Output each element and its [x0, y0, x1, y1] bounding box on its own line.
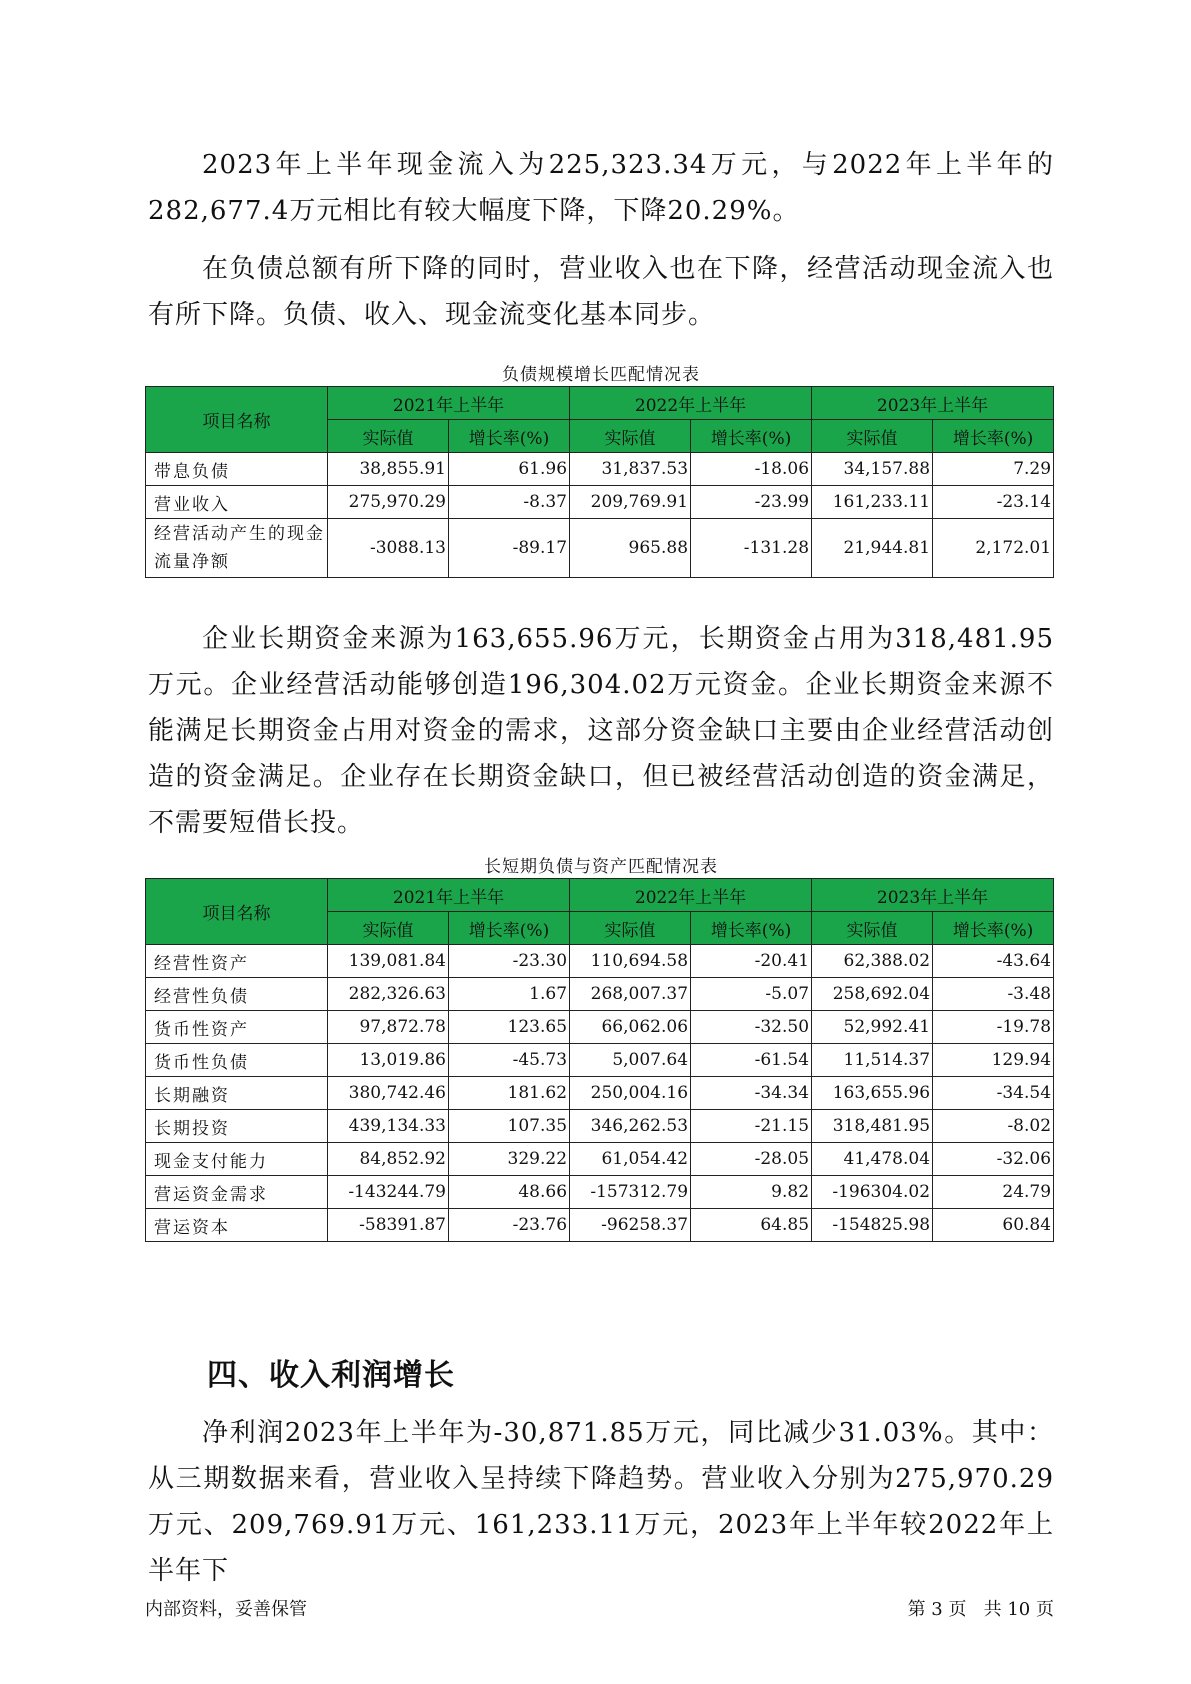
cell-growth-rate: -19.78: [933, 1011, 1054, 1044]
header-growth-rate: 增长率(%): [449, 912, 570, 945]
cell-growth-rate: 48.66: [449, 1176, 570, 1209]
table2-body: [146, 945, 1054, 1242]
cell-actual-value: 38,855.91: [328, 453, 449, 486]
cell-growth-rate: -28.05: [691, 1143, 812, 1176]
cell-actual-value: -3088.13: [328, 519, 449, 578]
table-row: [146, 1176, 1054, 1209]
header-growth-rate: 增长率(%): [449, 420, 570, 453]
header-actual-value: 实际值: [328, 912, 449, 945]
cell-actual-value: 380,742.46: [328, 1077, 449, 1110]
cell-growth-rate: 24.79: [933, 1176, 1054, 1209]
table2-caption: 长短期负债与资产匹配情况表: [484, 857, 718, 877]
cell-growth-rate: -43.64: [933, 945, 1054, 978]
cell-growth-rate: -21.15: [691, 1110, 812, 1143]
paragraph-long-term-funds: [148, 616, 1054, 846]
cell-growth-rate: 60.84: [933, 1209, 1054, 1242]
header-actual-value: 实际值: [570, 420, 691, 453]
cell-actual-value: -96258.37: [570, 1209, 691, 1242]
cell-actual-value: 13,019.86: [328, 1044, 449, 1077]
cell-growth-rate: 107.35: [449, 1110, 570, 1143]
header-period: 2023年上半年: [812, 387, 1054, 420]
row-label: 营运资金需求: [146, 1176, 328, 1209]
cell-actual-value: 66,062.06: [570, 1011, 691, 1044]
header-period: 2022年上半年: [570, 387, 812, 420]
row-label: 经营性负债: [146, 978, 328, 1011]
cell-growth-rate: -34.54: [933, 1077, 1054, 1110]
cell-actual-value: 52,992.41: [812, 1011, 933, 1044]
cell-actual-value: 84,852.92: [328, 1143, 449, 1176]
row-label: 营业收入: [146, 486, 328, 519]
cell-growth-rate: -5.07: [691, 978, 812, 1011]
cell-actual-value: 5,007.64: [570, 1044, 691, 1077]
debt-scale-table: [145, 386, 1054, 578]
paragraph-sync-change: 在负债总额有所下降的同时，营业收入也在下降，经营活动现金流入也有所下降。负债、收入、现金流变化基本同步。: [148, 254, 1054, 330]
cell-growth-rate: -20.41: [691, 945, 812, 978]
cell-actual-value: 318,481.95: [812, 1110, 933, 1143]
cell-growth-rate: -18.06: [691, 453, 812, 486]
cell-actual-value: 250,004.16: [570, 1077, 691, 1110]
cell-actual-value: 34,157.88: [812, 453, 933, 486]
header-period: 2022年上半年: [570, 879, 812, 912]
cell-growth-rate: 181.62: [449, 1077, 570, 1110]
section-heading: 四、收入利润增长: [207, 1358, 455, 1393]
row-label: 货币性资产: [146, 1011, 328, 1044]
cell-actual-value: -58391.87: [328, 1209, 449, 1242]
cell-actual-value: 110,694.58: [570, 945, 691, 978]
cell-actual-value: 21,944.81: [812, 519, 933, 578]
cell-growth-rate: -3.48: [933, 978, 1054, 1011]
cell-growth-rate: -23.14: [933, 486, 1054, 519]
cell-actual-value: 31,837.53: [570, 453, 691, 486]
header-period: 2023年上半年: [812, 879, 1054, 912]
cell-growth-rate: 123.65: [449, 1011, 570, 1044]
table-row: [146, 1077, 1054, 1110]
table-row: [146, 1011, 1054, 1044]
table-row: [146, 978, 1054, 1011]
table-row: [146, 486, 1054, 519]
row-label: 经营性资产: [146, 945, 328, 978]
header-growth-rate: 增长率(%): [933, 912, 1054, 945]
cell-actual-value: 163,655.96: [812, 1077, 933, 1110]
cell-actual-value: 346,262.53: [570, 1110, 691, 1143]
cell-actual-value: 11,514.37: [812, 1044, 933, 1077]
cell-growth-rate: 61.96: [449, 453, 570, 486]
table-row: [146, 519, 1054, 578]
header-actual-value: 实际值: [570, 912, 691, 945]
row-label: 长期融资: [146, 1077, 328, 1110]
cell-actual-value: 258,692.04: [812, 978, 933, 1011]
header-item-name: 项目名称: [146, 387, 328, 453]
debt-asset-match-table: [145, 878, 1054, 1242]
table1-caption: 负债规模增长匹配情况表: [502, 365, 700, 385]
row-label: 带息负债: [146, 453, 328, 486]
header-period: 2021年上半年: [328, 387, 570, 420]
cell-growth-rate: 9.82: [691, 1176, 812, 1209]
cell-actual-value: 139,081.84: [328, 945, 449, 978]
cell-growth-rate: -8.02: [933, 1110, 1054, 1143]
intro-paragraphs: [148, 142, 1054, 338]
cell-actual-value: 161,233.11: [812, 486, 933, 519]
cell-actual-value: 439,134.33: [328, 1110, 449, 1143]
footer-page-number: 第 3 页 共 10 页: [907, 1599, 1054, 1620]
paragraph-income-profit: [148, 1410, 1054, 1594]
cell-growth-rate: -34.34: [691, 1077, 812, 1110]
cell-actual-value: 965.88: [570, 519, 691, 578]
header-actual-value: 实际值: [328, 420, 449, 453]
row-label: 经营活动产生的现金流量净额: [146, 519, 328, 578]
cell-growth-rate: -131.28: [691, 519, 812, 578]
header-growth-rate: 增长率(%): [933, 420, 1054, 453]
table-row: [146, 453, 1054, 486]
cell-actual-value: 97,872.78: [328, 1011, 449, 1044]
cell-growth-rate: -32.06: [933, 1143, 1054, 1176]
cell-growth-rate: -23.76: [449, 1209, 570, 1242]
cell-growth-rate: -89.17: [449, 519, 570, 578]
table1-body: [146, 453, 1054, 578]
cell-actual-value: -154825.98: [812, 1209, 933, 1242]
cell-growth-rate: -45.73: [449, 1044, 570, 1077]
footer-left: 内部资料，妥善保管: [145, 1599, 307, 1620]
header-item-name: 项目名称: [146, 879, 328, 945]
cell-actual-value: 61,054.42: [570, 1143, 691, 1176]
cell-actual-value: -196304.02: [812, 1176, 933, 1209]
cell-growth-rate: -23.99: [691, 486, 812, 519]
cell-growth-rate: -23.30: [449, 945, 570, 978]
table-row: [146, 1110, 1054, 1143]
paragraph-income-profit-text: 净利润2023年上半年为-30,871.85万元，同比减少31.03%。其中：从三期数据来看，营业收入呈持续下降趋势。营业收入分别为275,970.29万元、209,769.91万元、161,233.11万元，2023年上半年较2022年上半年下: [148, 1418, 1054, 1586]
header-period: 2021年上半年: [328, 879, 570, 912]
paragraph-long-term-funds-text: 企业长期资金来源为163,655.96万元，长期资金占用为318,481.95万元。企业经营活动能够创造196,304.02万元资金。企业长期资金来源不能满足长期资金占用对资金的需求，这部分资金缺口主要由企业经营活动创造的资金满足。企业存在长期资金缺口，但已被经营活动创造的资金满足，不需要短借长投。: [148, 624, 1054, 838]
header-growth-rate: 增长率(%): [691, 912, 812, 945]
cell-actual-value: 41,478.04: [812, 1143, 933, 1176]
table-row: [146, 1044, 1054, 1077]
cell-growth-rate: 129.94: [933, 1044, 1054, 1077]
row-label: 长期投资: [146, 1110, 328, 1143]
cell-growth-rate: 64.85: [691, 1209, 812, 1242]
cell-growth-rate: -32.50: [691, 1011, 812, 1044]
table-row: [146, 1209, 1054, 1242]
cell-growth-rate: 7.29: [933, 453, 1054, 486]
cell-growth-rate: 2,172.01: [933, 519, 1054, 578]
cell-growth-rate: 329.22: [449, 1143, 570, 1176]
paragraph-cash-inflow: 2023年上半年现金流入为225,323.34万元，与2022年上半年的282,677.4万元相比有较大幅度下降，下降20.29%。: [148, 150, 1054, 226]
row-label: 现金支付能力: [146, 1143, 328, 1176]
cell-actual-value: -143244.79: [328, 1176, 449, 1209]
cell-actual-value: -157312.79: [570, 1176, 691, 1209]
table-row: [146, 945, 1054, 978]
cell-actual-value: 62,388.02: [812, 945, 933, 978]
cell-actual-value: 282,326.63: [328, 978, 449, 1011]
header-growth-rate: 增长率(%): [691, 420, 812, 453]
cell-actual-value: 209,769.91: [570, 486, 691, 519]
cell-growth-rate: 1.67: [449, 978, 570, 1011]
row-label: 营运资本: [146, 1209, 328, 1242]
cell-actual-value: 275,970.29: [328, 486, 449, 519]
table-row: [146, 1143, 1054, 1176]
cell-actual-value: 268,007.37: [570, 978, 691, 1011]
header-actual-value: 实际值: [812, 912, 933, 945]
header-actual-value: 实际值: [812, 420, 933, 453]
cell-growth-rate: -61.54: [691, 1044, 812, 1077]
cell-growth-rate: -8.37: [449, 486, 570, 519]
row-label: 货币性负债: [146, 1044, 328, 1077]
